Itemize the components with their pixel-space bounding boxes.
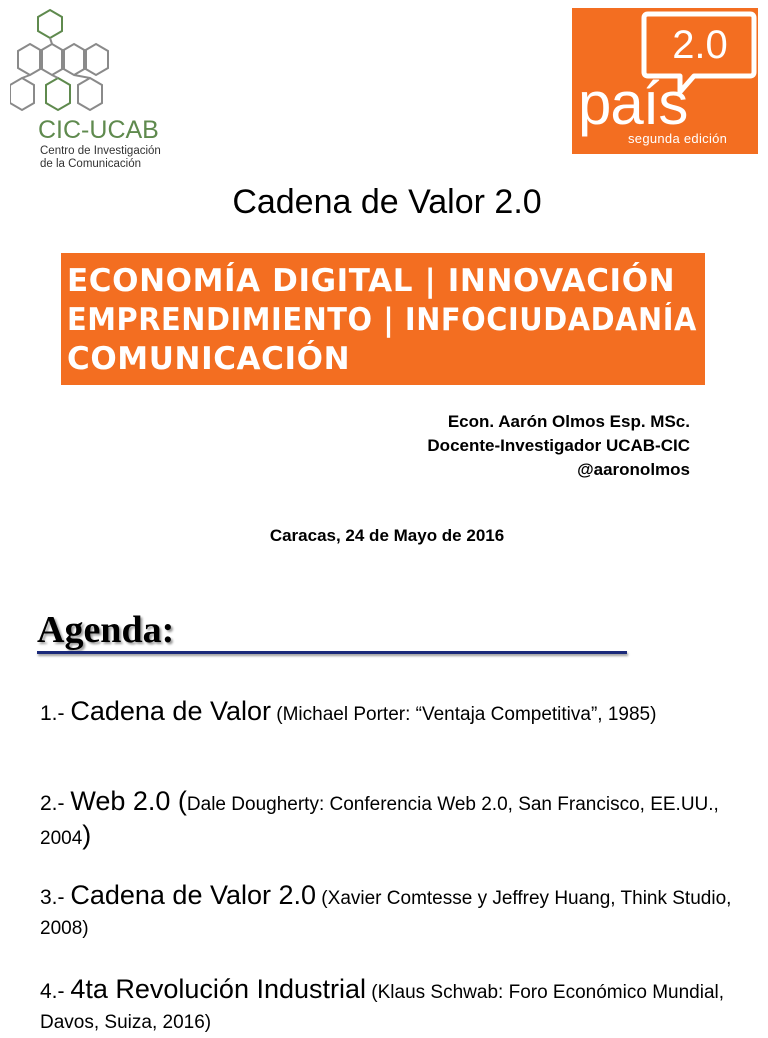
badge-word: país: [578, 70, 688, 137]
agenda-item-source: Xavier Comtesse y Jeffrey Huang, Think Studio, 2008: [40, 888, 732, 939]
agenda-item-number: 1.-: [40, 702, 71, 725]
banner-line-1: ECONOMÍA DIGITAL | INNOVACIÓN: [67, 263, 676, 299]
agenda-item-paren-open: (: [271, 704, 283, 725]
author-name: Econ. Aarón Olmos Esp. MSc.: [447, 412, 690, 431]
badge-edition: segunda edición: [628, 131, 728, 146]
author-role: Docente-Investigador UCAB-CIC: [427, 436, 690, 455]
badge-number: 2.0: [672, 23, 728, 67]
agenda-item-4: [40, 974, 740, 1038]
agenda-item-number: 4.-: [40, 980, 71, 1003]
agenda-item-topic: Web 2.0: [70, 786, 171, 816]
author-block: [427, 410, 690, 482]
page-title: Cadena de Valor 2.0: [232, 183, 542, 221]
agenda-heading: Agenda:: [37, 609, 175, 651]
agenda-item-paren-close: ): [650, 704, 657, 725]
agenda-item-paren-open: (: [366, 982, 378, 1003]
author-handle: @aaronolmos: [577, 460, 690, 479]
agenda-item-number: 2.-: [40, 792, 71, 815]
agenda-item-1: [40, 696, 740, 730]
banner-line-2: EMPRENDIMIENTO | INFOCIUDADANÍA: [67, 302, 697, 338]
agenda-item-topic: Cadena de Valor: [70, 696, 271, 726]
agenda-item-paren-close: ): [204, 1012, 212, 1033]
agenda-item-3: [40, 880, 740, 944]
agenda-item-number: 3.-: [40, 886, 71, 909]
agenda-underline: [37, 651, 627, 654]
agenda-item-source: Michael Porter: “Ventaja Competitiva”, 1985: [282, 704, 651, 725]
logo-subtitle: [40, 145, 161, 171]
presentation-date: Caracas, 24 de Mayo de 2016: [269, 526, 505, 545]
logo-name-prefix: CIC-: [38, 116, 90, 144]
pais-badge: [572, 8, 758, 154]
logo-subtitle-line1: Centro de Investigación: [40, 145, 161, 157]
agenda-item-topic: Cadena de Valor 2.0: [70, 880, 317, 910]
honeycomb-icon: [10, 8, 175, 120]
agenda-item-source: Dale Dougherty: Conferencia Web 2.0, San Francisco, EE.UU., 2004: [40, 794, 719, 849]
logo-name-suffix: UCAB: [89, 116, 159, 144]
agenda-item-paren-close: ): [82, 918, 89, 939]
topics-banner: [61, 253, 705, 385]
banner-line-3: COMUNICACIÓN: [67, 341, 351, 377]
logo-name: [38, 116, 159, 145]
agenda-item-topic: 4ta Revolución Industrial: [70, 974, 367, 1004]
agenda-item-paren-close: ): [82, 820, 92, 850]
cic-ucab-logo: [10, 8, 175, 173]
agenda-item-paren-open: (: [170, 786, 187, 816]
agenda-item-paren-open: (: [316, 888, 328, 909]
agenda-item-source: Klaus Schwab: Foro Económico Mundial, Davos, Suiza, 2016: [40, 982, 725, 1033]
agenda-item-2: [40, 786, 740, 854]
logo-subtitle-line2: de la Comunicación: [40, 158, 142, 170]
